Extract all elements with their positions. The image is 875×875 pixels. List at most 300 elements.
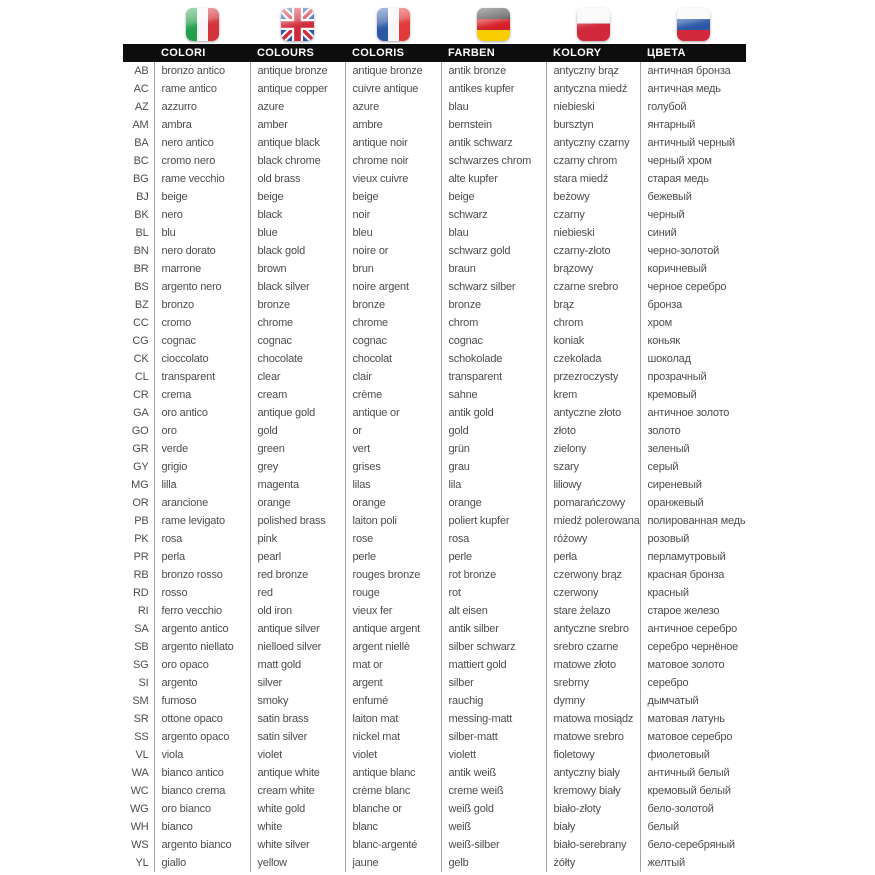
color-name-cell-russia: черно-золотой	[640, 242, 746, 260]
color-name-cell-poland: zielony	[546, 440, 640, 458]
color-name-cell-italy: lilla	[154, 476, 250, 494]
table-row	[123, 728, 746, 746]
color-name-cell-uk: black silver	[250, 278, 345, 296]
color-name-cell-france: antique bronze	[345, 62, 441, 80]
color-name-cell-poland: kremowy biały	[546, 782, 640, 800]
color-code-cell: GA	[133, 407, 149, 419]
color-name-cell-germany: antik silber	[441, 620, 546, 638]
color-name-cell-germany: silber	[441, 674, 546, 692]
color-name-cell-france: argent niellè	[345, 638, 441, 656]
color-name-cell-germany: rot bronze	[441, 566, 546, 584]
table-row	[123, 188, 746, 206]
color-name-cell-france: crème	[345, 386, 441, 404]
color-name-cell-russia: коричневый	[640, 260, 746, 278]
color-name-cell-germany: perle	[441, 548, 546, 566]
color-name-cell-italy: rame antico	[154, 80, 250, 98]
color-name-cell-uk: grey	[250, 458, 345, 476]
color-code-cell: BZ	[134, 299, 149, 311]
color-name-cell-germany: rauchig	[441, 692, 546, 710]
color-code-cell: CK	[133, 353, 149, 365]
table-row	[123, 224, 746, 242]
color-name-cell-uk: polished brass	[250, 512, 345, 530]
color-name-cell-germany: grau	[441, 458, 546, 476]
color-code-cell: CG	[132, 335, 149, 347]
column-header-polish: KOLORY	[546, 44, 640, 62]
color-name-cell-uk: white	[250, 818, 345, 836]
flags-row-spacer	[123, 8, 154, 44]
color-name-cell-uk: red bronze	[250, 566, 345, 584]
color-name-cell-uk: azure	[250, 98, 345, 116]
color-name-cell-russia: бронза	[640, 296, 746, 314]
color-name-cell-france: ambre	[345, 116, 441, 134]
color-name-cell-italy: argento opaco	[154, 728, 250, 746]
color-name-cell-france: antique or	[345, 404, 441, 422]
color-name-cell-uk: black gold	[250, 242, 345, 260]
color-name-cell-france: noire or	[345, 242, 441, 260]
color-name-cell-russia: античная бронза	[640, 62, 746, 80]
color-name-cell-germany: rot	[441, 584, 546, 602]
uk-flag-icon	[281, 8, 314, 41]
color-code-cell: SG	[133, 659, 149, 671]
color-name-cell-france: cognac	[345, 332, 441, 350]
color-name-cell-italy: bronzo antico	[154, 62, 250, 80]
color-code-cell: PR	[133, 551, 149, 563]
color-name-cell-italy: oro bianco	[154, 800, 250, 818]
color-name-cell-uk: satin brass	[250, 710, 345, 728]
color-name-cell-russia: старая медь	[640, 170, 746, 188]
color-name-cell-italy: fumoso	[154, 692, 250, 710]
color-name-cell-russia: красный	[640, 584, 746, 602]
column-header-italian: COLORI	[154, 44, 250, 62]
color-name-cell-italy: cognac	[154, 332, 250, 350]
color-name-cell-uk: satin silver	[250, 728, 345, 746]
color-name-cell-uk: black chrome	[250, 152, 345, 170]
color-name-cell-italy: cromo	[154, 314, 250, 332]
table-row	[123, 530, 746, 548]
color-name-cell-poland: antyczny brąz	[546, 62, 640, 80]
color-code-cell: RI	[137, 605, 149, 617]
color-code-cell: PB	[134, 515, 149, 527]
color-name-cell-france: brun	[345, 260, 441, 278]
color-name-cell-poland: srebro czarne	[546, 638, 640, 656]
color-name-cell-italy: nero	[154, 206, 250, 224]
table-row	[123, 692, 746, 710]
color-code-cell: SS	[134, 731, 149, 743]
color-code-cell: CL	[134, 371, 149, 383]
color-name-cell-germany: bronze	[441, 296, 546, 314]
color-name-cell-poland: miedź polerowana	[546, 512, 640, 530]
color-name-cell-poland: stara miedź	[546, 170, 640, 188]
table-row	[123, 134, 746, 152]
table-row	[123, 584, 746, 602]
color-name-cell-germany: cognac	[441, 332, 546, 350]
color-name-cell-france: noire argent	[345, 278, 441, 296]
color-name-cell-france: vieux fer	[345, 602, 441, 620]
table-row	[123, 116, 746, 134]
color-name-cell-italy: beige	[154, 188, 250, 206]
color-name-cell-germany: weiß-silber	[441, 836, 546, 854]
color-name-cell-italy: azzurro	[154, 98, 250, 116]
color-name-cell-russia: античное серебро	[640, 620, 746, 638]
table-row	[123, 242, 746, 260]
color-name-cell-germany: antikes kupfer	[441, 80, 546, 98]
color-name-cell-france: orange	[345, 494, 441, 512]
color-name-cell-italy: argento bianco	[154, 836, 250, 854]
table-row	[123, 206, 746, 224]
color-code-cell: SA	[134, 623, 149, 635]
table-row	[123, 440, 746, 458]
table-row	[123, 98, 746, 116]
color-name-cell-france: blanche or	[345, 800, 441, 818]
color-name-cell-poland: przezroczysty	[546, 368, 640, 386]
color-name-cell-italy: argento niellato	[154, 638, 250, 656]
color-code-cell: OR	[132, 497, 149, 509]
poland-flag-icon	[577, 8, 610, 41]
color-name-cell-france: nickel mat	[345, 728, 441, 746]
color-name-cell-russia: зеленый	[640, 440, 746, 458]
color-name-cell-poland: czekolada	[546, 350, 640, 368]
color-name-cell-russia: оранжевый	[640, 494, 746, 512]
color-name-cell-russia: матовая латунь	[640, 710, 746, 728]
color-name-cell-poland: czarny chrom	[546, 152, 640, 170]
color-name-cell-france: enfumé	[345, 692, 441, 710]
color-name-cell-poland: antyczne srebro	[546, 620, 640, 638]
color-name-cell-france: blanc-argenté	[345, 836, 441, 854]
color-name-cell-italy: ambra	[154, 116, 250, 134]
color-name-cell-uk: chocolate	[250, 350, 345, 368]
color-code-cell: SI	[138, 677, 149, 689]
color-name-cell-poland: srebrny	[546, 674, 640, 692]
color-name-cell-uk: yellow	[250, 854, 345, 872]
color-name-cell-france: violet	[345, 746, 441, 764]
column-header-english: COLOURS	[250, 44, 345, 62]
color-name-cell-france: grises	[345, 458, 441, 476]
color-name-cell-russia: античный белый	[640, 764, 746, 782]
table-row	[123, 566, 746, 584]
color-name-cell-italy: bianco antico	[154, 764, 250, 782]
color-name-cell-france: bleu	[345, 224, 441, 242]
color-name-cell-france: bronze	[345, 296, 441, 314]
color-code-cell: VL	[135, 749, 149, 761]
color-name-cell-poland: beżowy	[546, 188, 640, 206]
color-name-cell-italy: viola	[154, 746, 250, 764]
table-row	[123, 638, 746, 656]
flags-row	[123, 8, 746, 44]
color-name-cell-italy: bianco crema	[154, 782, 250, 800]
color-name-cell-france: azure	[345, 98, 441, 116]
color-name-cell-uk: antique copper	[250, 80, 345, 98]
color-name-cell-poland: niebieski	[546, 224, 640, 242]
color-name-cell-germany: creme weiß	[441, 782, 546, 800]
color-name-cell-uk: bronze	[250, 296, 345, 314]
color-name-cell-poland: czerwony brąz	[546, 566, 640, 584]
color-code-cell: BS	[134, 281, 149, 293]
color-name-cell-uk: pearl	[250, 548, 345, 566]
color-name-cell-italy: argento	[154, 674, 250, 692]
table-row	[123, 80, 746, 98]
table-row	[123, 854, 746, 872]
color-code-cell: WH	[130, 821, 149, 833]
table-row	[123, 278, 746, 296]
color-name-cell-poland: różowy	[546, 530, 640, 548]
color-name-cell-uk: pink	[250, 530, 345, 548]
color-name-cell-france: laiton mat	[345, 710, 441, 728]
color-name-cell-germany: antik bronze	[441, 62, 546, 80]
color-code-cell: CC	[133, 317, 149, 329]
color-name-cell-uk: cream	[250, 386, 345, 404]
color-name-cell-poland: antyczne złoto	[546, 404, 640, 422]
color-name-cell-poland: chrom	[546, 314, 640, 332]
color-code-cell: SB	[134, 641, 149, 653]
color-name-cell-poland: biało-złoty	[546, 800, 640, 818]
color-name-cell-poland: brązowy	[546, 260, 640, 278]
color-name-cell-uk: clear	[250, 368, 345, 386]
color-code-cell: AC	[133, 83, 149, 95]
color-name-cell-russia: сиреневый	[640, 476, 746, 494]
color-code-cell: WA	[131, 767, 149, 779]
color-name-cell-russia: черный	[640, 206, 746, 224]
color-name-cell-russia: античный черный	[640, 134, 746, 152]
color-name-cell-germany: beige	[441, 188, 546, 206]
color-code-cell: PK	[134, 533, 149, 545]
color-name-cell-russia: розовый	[640, 530, 746, 548]
color-code-cell: AM	[132, 119, 149, 131]
france-flag-icon	[377, 8, 410, 41]
color-name-cell-germany: gelb	[441, 854, 546, 872]
color-name-cell-russia: желтый	[640, 854, 746, 872]
color-table-body	[123, 62, 746, 872]
color-name-cell-italy: argento nero	[154, 278, 250, 296]
color-name-cell-france: clair	[345, 368, 441, 386]
color-name-cell-russia: бело-золотой	[640, 800, 746, 818]
table-row	[123, 602, 746, 620]
color-name-cell-poland: krem	[546, 386, 640, 404]
color-name-cell-russia: бежевый	[640, 188, 746, 206]
color-name-cell-italy: arancione	[154, 494, 250, 512]
table-row	[123, 818, 746, 836]
color-name-cell-russia: коньяк	[640, 332, 746, 350]
color-name-cell-italy: bianco	[154, 818, 250, 836]
table-row	[123, 548, 746, 566]
table-row	[123, 656, 746, 674]
table-row	[123, 170, 746, 188]
color-name-cell-poland: niebieski	[546, 98, 640, 116]
color-name-cell-italy: blu	[154, 224, 250, 242]
color-name-cell-poland: czerwony	[546, 584, 640, 602]
color-name-cell-poland: pomarańczowy	[546, 494, 640, 512]
color-name-cell-russia: шоколад	[640, 350, 746, 368]
color-name-cell-poland: stare żelazo	[546, 602, 640, 620]
color-name-cell-france: lilas	[345, 476, 441, 494]
code-column-header	[123, 44, 154, 62]
table-row	[123, 314, 746, 332]
color-name-cell-germany: antik gold	[441, 404, 546, 422]
color-name-cell-uk: black	[250, 206, 345, 224]
color-code-cell: BN	[133, 245, 149, 257]
color-name-cell-germany: grün	[441, 440, 546, 458]
table-row	[123, 422, 746, 440]
color-name-cell-uk: smoky	[250, 692, 345, 710]
color-name-cell-germany: antik weiß	[441, 764, 546, 782]
color-name-cell-italy: oro	[154, 422, 250, 440]
color-name-cell-france: antique noir	[345, 134, 441, 152]
color-name-cell-poland: złoto	[546, 422, 640, 440]
color-name-cell-uk: old iron	[250, 602, 345, 620]
color-name-cell-uk: antique black	[250, 134, 345, 152]
color-name-cell-uk: chrome	[250, 314, 345, 332]
color-name-cell-poland: antyczny biały	[546, 764, 640, 782]
color-name-cell-germany: sahne	[441, 386, 546, 404]
color-name-cell-russia: черное серебро	[640, 278, 746, 296]
color-name-cell-uk: matt gold	[250, 656, 345, 674]
color-name-cell-poland: matowe srebro	[546, 728, 640, 746]
color-name-cell-poland: czarny-złoto	[546, 242, 640, 260]
color-name-cell-france: laiton poli	[345, 512, 441, 530]
color-code-cell: GR	[132, 443, 149, 455]
column-header-russian: ЦВЕТА	[640, 44, 746, 62]
color-name-cell-uk: beige	[250, 188, 345, 206]
color-name-cell-france: chrome noir	[345, 152, 441, 170]
color-name-cell-russia: старое железо	[640, 602, 746, 620]
color-name-cell-uk: cognac	[250, 332, 345, 350]
table-row	[123, 764, 746, 782]
color-code-cell: AZ	[134, 101, 149, 113]
color-name-cell-germany: poliert kupfer	[441, 512, 546, 530]
color-name-cell-uk: amber	[250, 116, 345, 134]
color-name-cell-italy: crema	[154, 386, 250, 404]
color-name-cell-france: argent	[345, 674, 441, 692]
color-name-cell-germany: blau	[441, 98, 546, 116]
color-name-cell-italy: rosso	[154, 584, 250, 602]
color-name-cell-germany: weiß gold	[441, 800, 546, 818]
color-translation-table	[123, 8, 746, 872]
color-name-cell-italy: rame levigato	[154, 512, 250, 530]
color-name-cell-germany: orange	[441, 494, 546, 512]
color-name-cell-germany: schwarz silber	[441, 278, 546, 296]
table-row	[123, 620, 746, 638]
color-name-cell-germany: schwarz gold	[441, 242, 546, 260]
color-name-cell-poland: liliowy	[546, 476, 640, 494]
color-name-cell-italy: giallo	[154, 854, 250, 872]
color-name-cell-uk: antique silver	[250, 620, 345, 638]
color-name-cell-germany: blau	[441, 224, 546, 242]
color-name-cell-france: rose	[345, 530, 441, 548]
color-name-cell-russia: кремовый	[640, 386, 746, 404]
color-name-cell-germany: violett	[441, 746, 546, 764]
color-name-cell-france: vieux cuivre	[345, 170, 441, 188]
table-row	[123, 152, 746, 170]
color-name-cell-italy: cromo nero	[154, 152, 250, 170]
color-name-cell-russia: бело-серебряный	[640, 836, 746, 854]
color-name-cell-uk: antique gold	[250, 404, 345, 422]
color-name-cell-italy: argento antico	[154, 620, 250, 638]
color-name-cell-germany: mattiert gold	[441, 656, 546, 674]
color-name-cell-germany: messing-matt	[441, 710, 546, 728]
color-name-cell-russia: черный хром	[640, 152, 746, 170]
color-name-cell-poland: bursztyn	[546, 116, 640, 134]
color-name-cell-uk: old brass	[250, 170, 345, 188]
table-row	[123, 260, 746, 278]
color-name-cell-russia: серебро чернёное	[640, 638, 746, 656]
color-name-cell-france: rouges bronze	[345, 566, 441, 584]
color-name-cell-germany: schokolade	[441, 350, 546, 368]
table-row	[123, 458, 746, 476]
color-name-cell-italy: bronzo rosso	[154, 566, 250, 584]
color-code-cell: RB	[133, 569, 149, 581]
table-row	[123, 782, 746, 800]
color-name-cell-france: rouge	[345, 584, 441, 602]
russia-flag-icon	[677, 8, 710, 41]
color-name-cell-poland: biały	[546, 818, 640, 836]
table-header-row	[123, 44, 746, 62]
color-name-cell-russia: матовое серебро	[640, 728, 746, 746]
color-code-cell: BA	[134, 137, 149, 149]
color-name-cell-germany: weiß	[441, 818, 546, 836]
color-name-cell-russia: синий	[640, 224, 746, 242]
color-name-cell-france: jaune	[345, 854, 441, 872]
color-name-cell-poland: dymny	[546, 692, 640, 710]
color-name-cell-france: chrome	[345, 314, 441, 332]
table-row	[123, 332, 746, 350]
table-row	[123, 62, 746, 80]
color-name-cell-russia: красная бронза	[640, 566, 746, 584]
color-name-cell-germany: gold	[441, 422, 546, 440]
color-name-cell-france: crème blanc	[345, 782, 441, 800]
color-name-cell-russia: хром	[640, 314, 746, 332]
color-name-cell-uk: green	[250, 440, 345, 458]
color-name-cell-russia: кремовый белый	[640, 782, 746, 800]
color-name-cell-germany: braun	[441, 260, 546, 278]
color-name-cell-uk: antique white	[250, 764, 345, 782]
color-name-cell-uk: brown	[250, 260, 345, 278]
color-name-cell-poland: koniak	[546, 332, 640, 350]
color-name-cell-uk: red	[250, 584, 345, 602]
color-name-cell-france: cuivre antique	[345, 80, 441, 98]
color-name-cell-germany: silber-matt	[441, 728, 546, 746]
color-name-cell-uk: orange	[250, 494, 345, 512]
table-row	[123, 746, 746, 764]
color-name-cell-poland: szary	[546, 458, 640, 476]
color-name-cell-russia: голубой	[640, 98, 746, 116]
color-name-cell-france: or	[345, 422, 441, 440]
color-name-cell-italy: marrone	[154, 260, 250, 278]
color-name-cell-uk: antique bronze	[250, 62, 345, 80]
color-name-cell-italy: ottone opaco	[154, 710, 250, 728]
color-code-cell: WG	[129, 803, 149, 815]
color-name-cell-poland: matowe złoto	[546, 656, 640, 674]
germany-flag-icon	[477, 8, 510, 41]
color-name-cell-germany: chrom	[441, 314, 546, 332]
color-code-cell: BL	[135, 227, 149, 239]
color-name-cell-poland: perła	[546, 548, 640, 566]
color-name-cell-italy: perla	[154, 548, 250, 566]
color-name-cell-italy: nero antico	[154, 134, 250, 152]
table-row	[123, 674, 746, 692]
color-code-cell: SM	[132, 695, 149, 707]
color-name-cell-uk: magenta	[250, 476, 345, 494]
color-code-cell: AB	[134, 65, 149, 77]
color-name-cell-russia: серебро	[640, 674, 746, 692]
color-name-cell-poland: matowa mosiądz	[546, 710, 640, 728]
color-name-cell-uk: blue	[250, 224, 345, 242]
color-code-cell: BG	[133, 173, 149, 185]
color-code-cell: MG	[131, 479, 149, 491]
table-row	[123, 386, 746, 404]
color-name-cell-russia: полированная медь	[640, 512, 746, 530]
color-code-cell: CR	[133, 389, 149, 401]
color-name-cell-uk: silver	[250, 674, 345, 692]
color-name-cell-uk: gold	[250, 422, 345, 440]
